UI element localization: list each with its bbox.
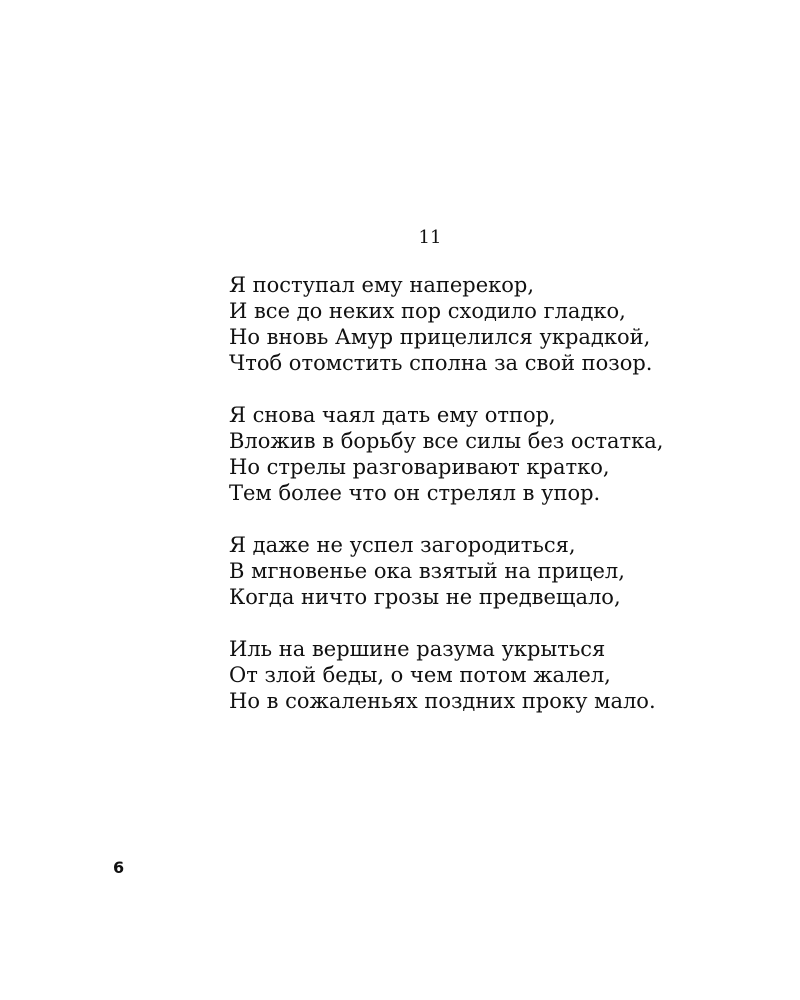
stanza-1 <box>229 272 709 376</box>
poem-line: Чтоб отомстить сполна за свой позор. <box>229 351 653 375</box>
poem-line: Когда ничто грозы не предвещало, <box>229 585 621 609</box>
poem-line: Тем более что он стрелял в упор. <box>229 481 601 505</box>
poem-line: Вложив в борьбу все силы без остатка, <box>229 429 664 453</box>
poem-line: Но вновь Амур прицелился украдкой, <box>229 325 651 349</box>
poem-line: И все до неких пор сходило гладко, <box>229 299 626 323</box>
poem-line: Я поступал ему наперекор, <box>229 273 535 297</box>
stanza-3 <box>229 532 709 610</box>
poem-line: Я даже не успел загородиться, <box>229 533 576 557</box>
poem-line: В мгновенье ока взятый на прицел, <box>229 559 625 583</box>
poem-line: Я снова чаял дать ему отпор, <box>229 403 556 427</box>
poem-line: Иль на вершине разума укрыться <box>229 637 606 661</box>
poem-line: Но в сожаленьях поздних проку мало. <box>229 689 656 713</box>
poem-body <box>229 272 709 740</box>
stanza-2 <box>229 402 709 506</box>
poem-line: Но стрелы разговаривают кратко, <box>229 455 610 479</box>
poem-number: 11 <box>418 227 442 248</box>
poem-line: От злой беды, о чем потом жалел, <box>229 663 611 687</box>
stanza-4 <box>229 636 709 714</box>
page-number: 6 <box>113 858 125 877</box>
